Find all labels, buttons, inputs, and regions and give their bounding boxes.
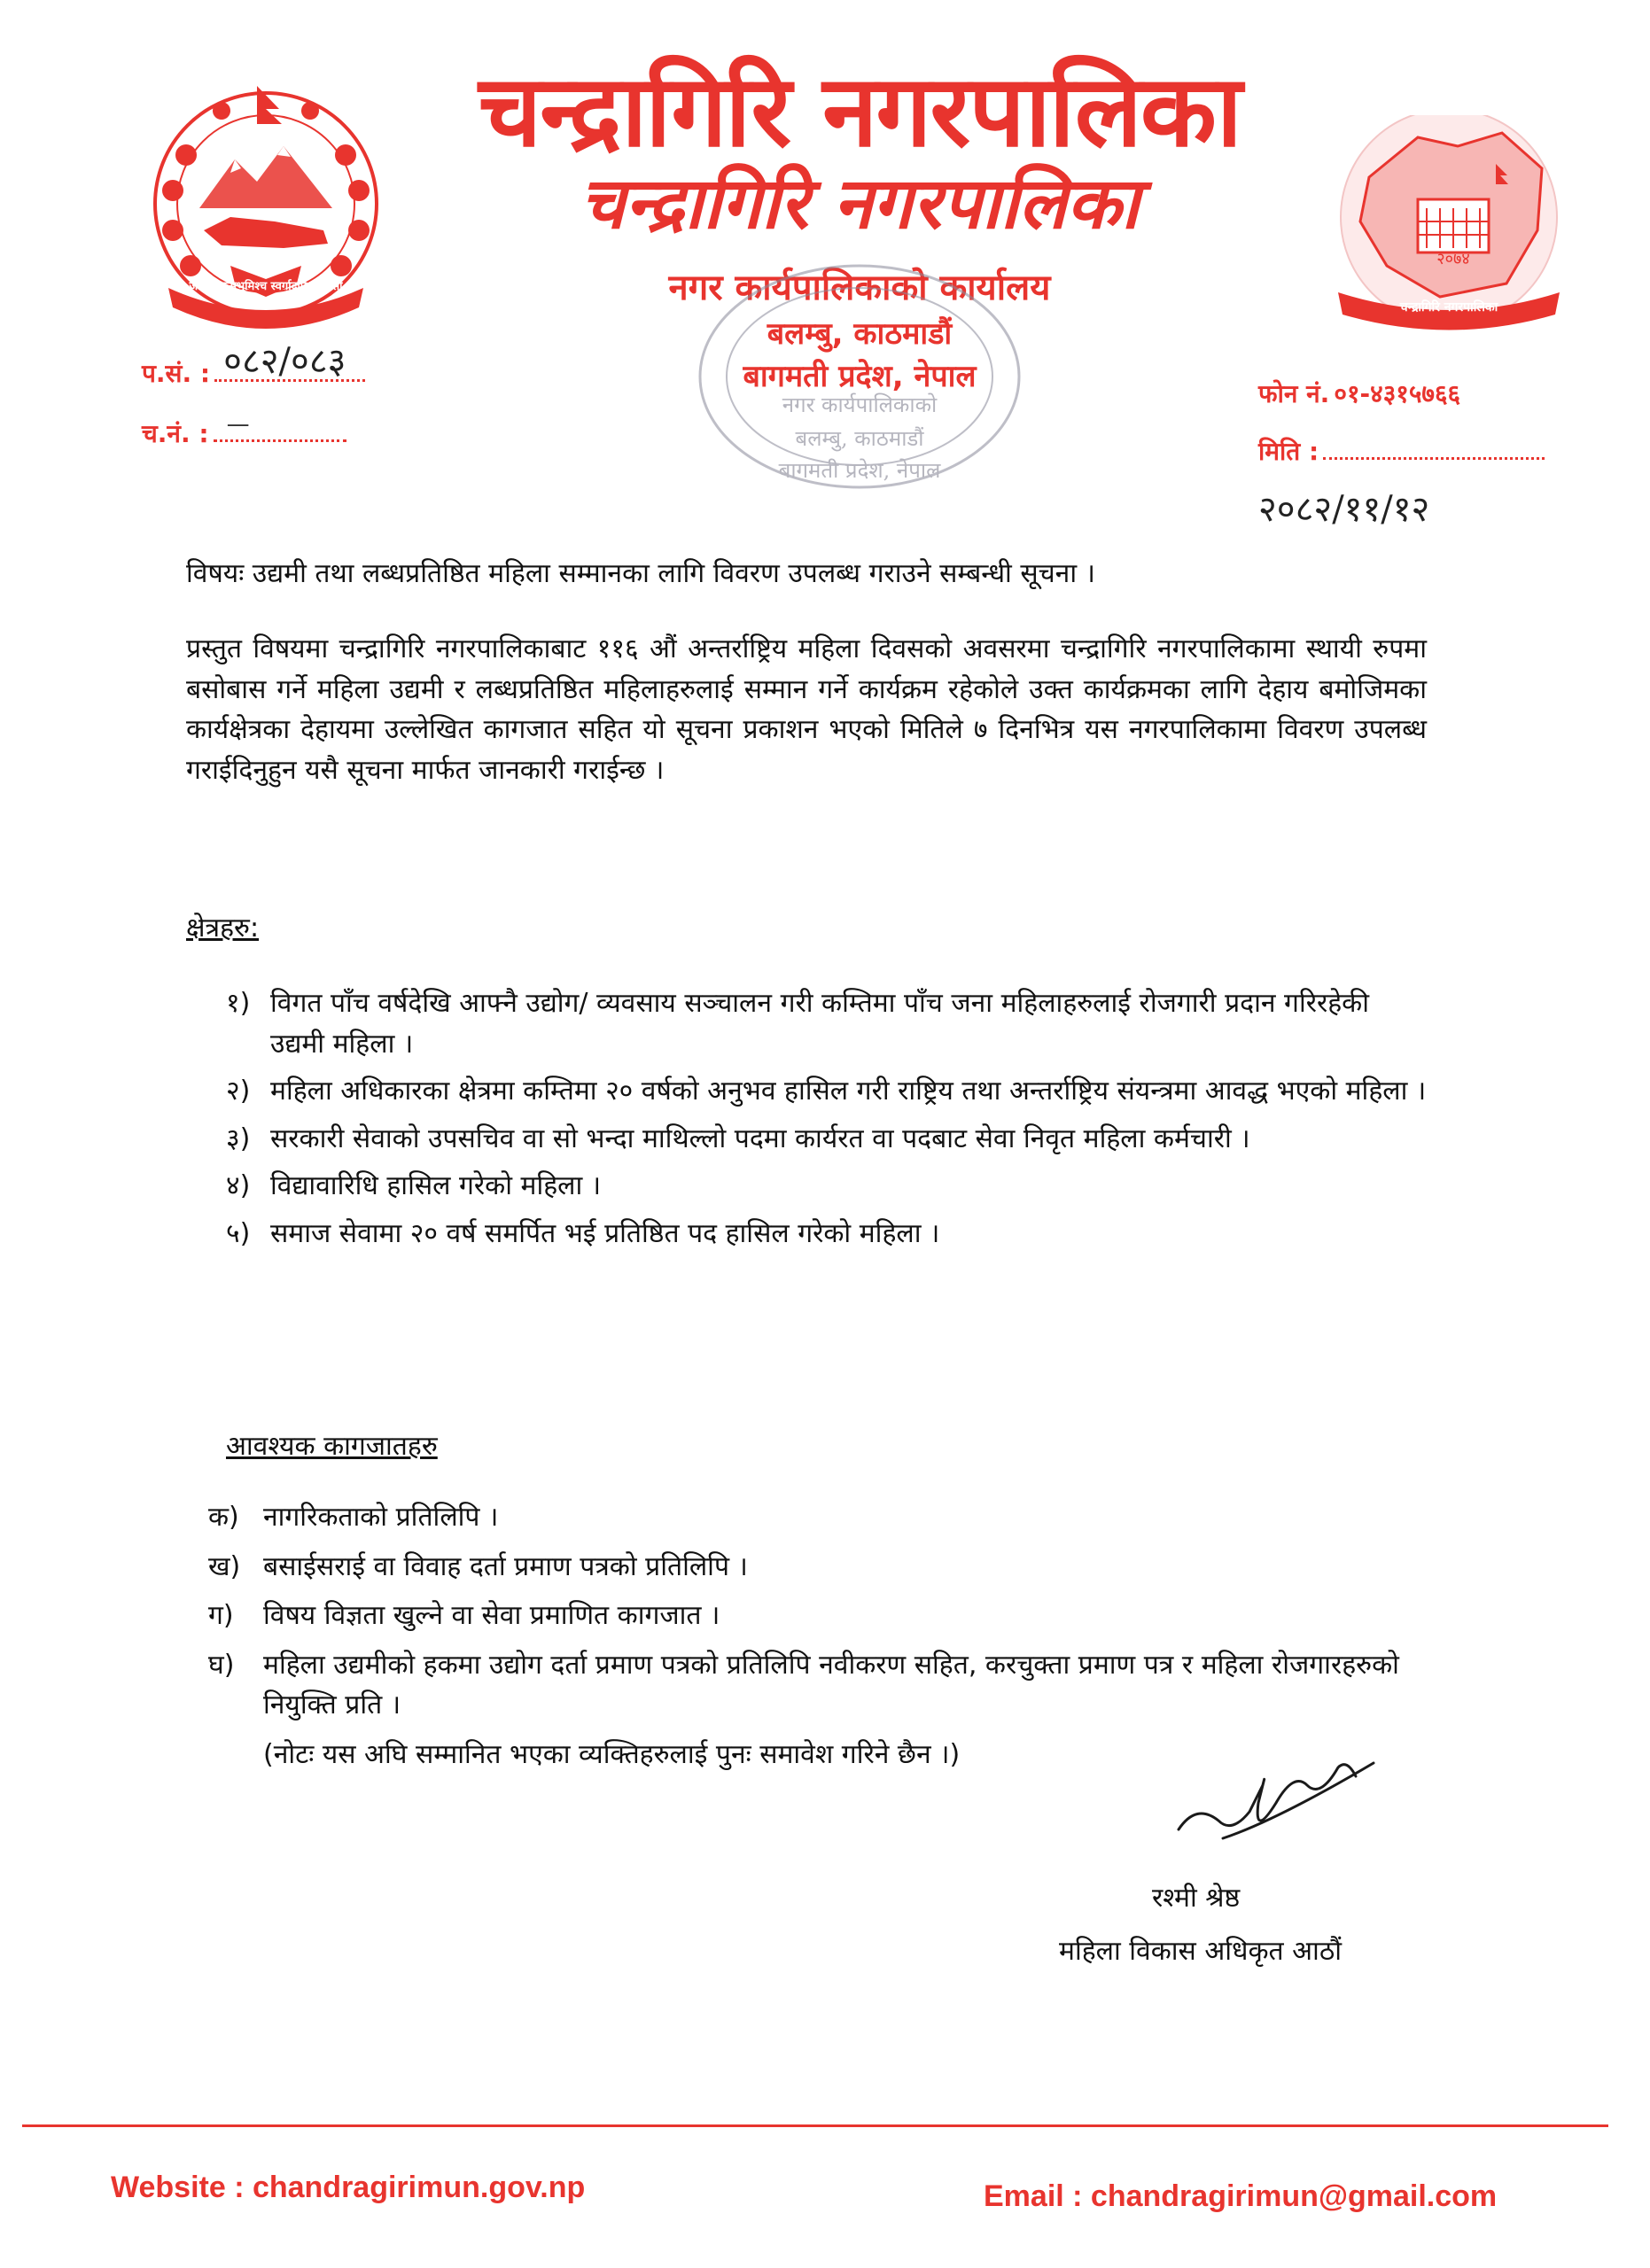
signature-mark	[1170, 1750, 1382, 1856]
documents-list	[208, 1497, 1442, 1775]
stamp-line-3: बागमती प्रदेश, नेपाल	[778, 458, 941, 483]
list-item	[226, 1166, 1431, 1207]
footer-email: Email : chandragirimun@gmail.com	[984, 2179, 1498, 2213]
documents-heading: आवश्यक कागजातहरु	[226, 1431, 438, 1462]
item-number: २)	[226, 1076, 251, 1107]
list-item	[226, 983, 1431, 1064]
phone-label: फोन नं.	[1258, 379, 1330, 408]
item-number: १)	[226, 988, 251, 1019]
documents-note: (नोटः यस अघि सम्मानित भएका व्यक्तिहरुलाई पुनः समावेश गरिने छैन ।)	[263, 1738, 961, 1770]
date-value: २०८२/११/१२	[1258, 489, 1430, 530]
signatory-name: रश्मी श्रेष्ठ	[1152, 1883, 1241, 1914]
list-item	[226, 1071, 1431, 1112]
item-text: बसाईसराई वा विवाह दर्ता प्रमाण पत्रको प्रतिलिपि ।	[263, 1550, 748, 1582]
list-item	[208, 1645, 1442, 1726]
list-item	[208, 1497, 1442, 1538]
footer-website: Website : chandragirimun.gov.np	[111, 2171, 586, 2204]
cn-value: —	[226, 411, 250, 438]
date-label: मिति :	[1258, 437, 1319, 466]
item-text: महिला अधिकारका क्षेत्रमा कम्तिमा २० वर्षको अनुभव हासिल गरी राष्ट्रिय तथा अन्तर्राष्ट्रिय संयन्त्रमा आवद्ध भएको महिला ।	[270, 1076, 1427, 1107]
item-number: ५)	[226, 1217, 251, 1249]
item-number: ३)	[226, 1122, 251, 1154]
logo-caption: चन्द्रागिरि नगरपालिका	[1399, 300, 1498, 315]
ps-label: प.सं. :	[142, 359, 211, 388]
subject-line: विषयः उद्यमी तथा लब्धप्रतिष्ठित महिला सम्मानका लागि विवरण उपलब्ध गराउने सम्बन्धी सूचना ।	[186, 558, 1096, 589]
municipality-title: चन्द्रागिरि नगरपालिका	[479, 54, 1241, 169]
signatory-designation: महिला विकास अधिकृत आठौं	[1059, 1936, 1343, 1967]
logo-year: २०७४	[1436, 250, 1470, 268]
stamp-line-1: नगर कार्यपालिकाको	[782, 392, 938, 417]
address-line-1: बलम्बु, काठमाडौं	[767, 316, 953, 352]
date-field	[1258, 434, 1545, 468]
item-text: विगत पाँच वर्षदेखि आफ्नै उद्योग/ व्यवसाय सञ्चालन गरी कम्तिमा पाँच जना महिलाहरुलाई रोजगारी प्रदान गरिरहेकी उद्यमी महिला ।	[270, 988, 1369, 1060]
list-item	[226, 1214, 1431, 1254]
address-line-2: बागमती प्रदेश, नेपाल	[743, 359, 977, 394]
list-item	[208, 1596, 1442, 1636]
office-stamp	[691, 257, 1028, 496]
item-text: नागरिकताको प्रतिलिपि ।	[263, 1502, 499, 1533]
item-number: ख)	[208, 1550, 241, 1582]
item-text: सरकारी सेवाको उपसचिव वा सो भन्दा माथिल्लो पदमा कार्यरत वा पदबाट सेवा निवृत महिला कर्मचारी ।	[270, 1122, 1250, 1154]
item-text: विद्यावारिधि हासिल गरेको महिला ।	[270, 1170, 602, 1202]
areas-list	[226, 983, 1431, 1254]
phone-field	[1258, 377, 1460, 410]
item-number: क)	[208, 1502, 239, 1533]
cn-field	[142, 411, 346, 450]
stamp-line-2: बलम्बु, काठमाडौं	[795, 426, 924, 451]
emblem-motto: जननी जन्मभूमिश्च स्वर्गादपि गरीयसी	[189, 280, 343, 293]
phone-value: ०१-४३१५७६६	[1334, 379, 1461, 408]
areas-heading: क्षेत्रहरु:	[186, 913, 260, 944]
cn-label: च.नं. :	[142, 419, 209, 448]
item-number: ४)	[226, 1170, 251, 1202]
ps-field	[142, 341, 365, 390]
item-text: महिला उद्यमीको हकमा उद्योग दर्ता प्रमाण पत्रको प्रतिलिपि नवीकरण सहित, करचुक्ता प्रमाण पत्र र महिला रोजगारहरुको नियुक्ति प्रति ।	[263, 1649, 1399, 1721]
item-number: घ)	[208, 1649, 235, 1681]
list-item	[208, 1547, 1442, 1588]
municipality-title-stylized: चन्द्रागिरि नगरपालिका	[580, 162, 1140, 245]
item-text: समाज सेवामा २० वर्ष समर्पित भई प्रतिष्ठित पद हासिल गरेको महिला ।	[270, 1217, 940, 1249]
item-number: ग)	[208, 1600, 234, 1632]
footer-divider	[22, 2124, 1608, 2127]
list-item	[226, 1119, 1431, 1160]
nepal-emblem-icon	[133, 75, 399, 341]
item-text: विषय विज्ञता खुल्ने वा सेवा प्रमाणित कागजात ।	[263, 1600, 720, 1632]
ps-value: ०८२/०८३	[223, 341, 346, 382]
notice-paragraph: प्रस्तुत विषयमा चन्द्रागिरि नगरपालिकाबाट ११६ औं अन्तर्राष्ट्रिय महिला दिवसको अवसरमा चन्द्रागिरि नगरपालिकामा स्थायी रुपमा बसोबास गर्ने महिला उद्यमी र लब्धप्रतिष्ठित महिलाहरुलाई सम्मान गर्ने कार्यक्रम रहेकोले उक्त कार्यक्रमका लागि देहाय बमोजिमका कार्यक्षेत्रका देहायमा उल्लेखित कागजात सहित यो सूचना प्रकाशन भएको मितिले ७ दिनभित्र यस नगरपालिकामा विवरण उपलब्ध गराईदिनुहुन यसै सूचना मार्फत जानकारी गराईन्छ ।	[186, 633, 1427, 786]
office-name: नगर कार्यपालिकाको कार्यालय	[668, 268, 1051, 308]
